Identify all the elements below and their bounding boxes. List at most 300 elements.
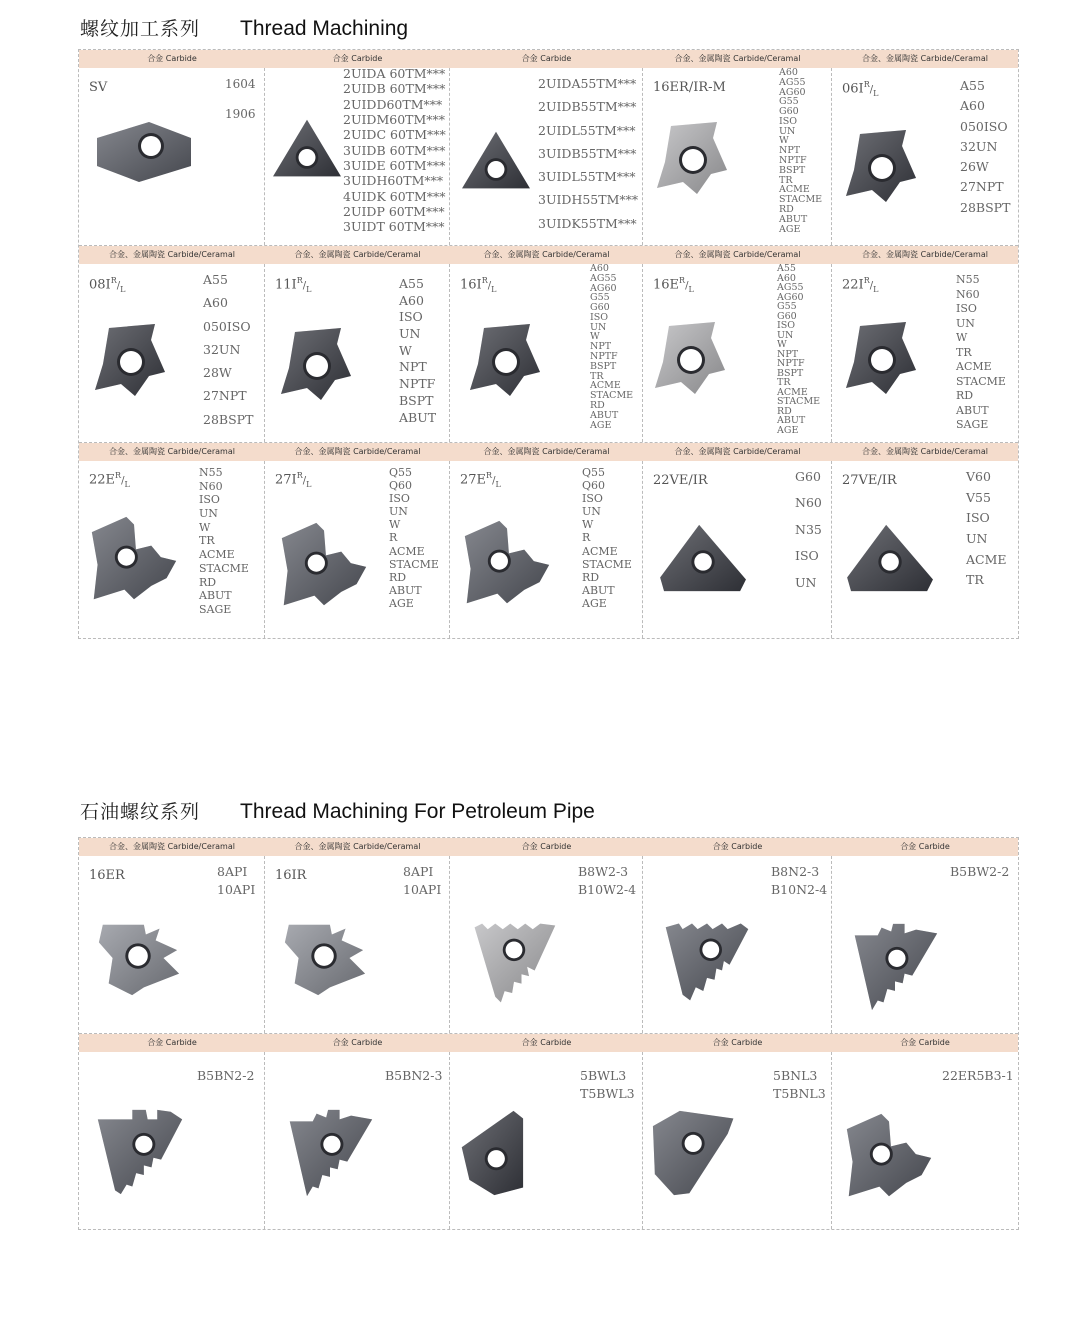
thread-profile-code: NPT — [399, 359, 427, 375]
insert-hole — [873, 1145, 890, 1162]
hand-left-mark: L — [306, 284, 312, 294]
thread-profile-code: 2UIDA 60TM*** — [343, 68, 446, 81]
insert-hole — [491, 552, 508, 569]
insert-product-cell[interactable] — [265, 461, 450, 638]
insert-model-base: 27E — [460, 472, 487, 488]
insert-model-base: 16I — [460, 277, 482, 293]
hand-right-mark: R — [486, 471, 493, 480]
insert-product-cell[interactable] — [643, 461, 832, 638]
insert-model-name — [89, 868, 125, 883]
thread-profile-code: AGE — [582, 596, 607, 610]
insert-product-cell[interactable] — [265, 68, 450, 245]
threading-insert-image — [848, 920, 942, 1012]
thread-profile-code: TR — [956, 345, 972, 359]
thread-profile-code: ISO — [582, 492, 603, 506]
thread-profile-code: 3UIDE 60TM*** — [343, 158, 446, 174]
insert-model-name: $27E^R/_L$ — [460, 471, 501, 489]
insert-hole — [314, 946, 334, 966]
threading-insert-image — [659, 916, 755, 1006]
thread-profile-code: A60 — [399, 292, 424, 308]
material-label: 合金、金属陶瓷 Carbide/Ceramal — [674, 447, 801, 456]
threading-insert-image — [657, 519, 753, 597]
insert-hole — [488, 1150, 505, 1167]
thread-profile-code: BSPT — [779, 164, 806, 176]
thread-profile-code: STACME — [779, 194, 823, 206]
insert-hole — [685, 1135, 702, 1152]
insert-hole — [128, 946, 148, 966]
insert-product-cell[interactable] — [265, 264, 450, 442]
thread-profile-code: N55 — [956, 273, 980, 286]
section2-row — [79, 838, 1018, 1034]
thread-profile-code: UN — [399, 326, 421, 342]
insert-model-name: $11I^R/_L$ — [275, 276, 312, 294]
thread-profile-code: G55 — [777, 301, 797, 312]
threading-insert-image — [458, 128, 534, 194]
thread-profile-code: ABUT — [956, 403, 989, 417]
thread-profile-code: 5BWL3 — [580, 1068, 627, 1083]
thread-profile-code: 2UIDC 60TM*** — [343, 127, 446, 143]
insert-model-base: 27VE/IR — [842, 473, 897, 488]
thread-profile-code: ABUT — [590, 409, 619, 421]
thread-machining-grid — [78, 49, 1019, 639]
thread-profile-code: B5BW2-2 — [950, 864, 1010, 879]
thread-profile-code: AG55 — [590, 272, 617, 284]
insert-hole — [118, 548, 135, 565]
thread-profile-code: STACME — [389, 557, 439, 571]
threading-insert-image — [275, 324, 355, 404]
material-header-bar — [79, 838, 1018, 856]
thread-profile-code: A60 — [779, 68, 798, 78]
thread-profile-code: 8API — [403, 864, 434, 879]
hand-left-mark: L — [688, 284, 694, 294]
thread-profile-code: ABUT — [399, 409, 437, 425]
thread-profile-code: SAGE — [956, 418, 989, 431]
thread-profile-code: 28BSPT — [960, 199, 1011, 215]
thread-profile-code: A60 — [203, 295, 228, 311]
thread-profile-code: NPT — [590, 341, 612, 353]
insert-product-cell[interactable] — [450, 856, 643, 1033]
thread-profile-code: A55 — [203, 272, 228, 287]
insert-model-base: 22E — [89, 472, 116, 488]
insert-product-cell[interactable] — [643, 856, 832, 1033]
material-label: 合金、金属陶瓷 Carbide/Ceramal — [862, 54, 988, 63]
thread-profile-code: RD — [779, 203, 794, 215]
thread-profile-list — [197, 1070, 254, 1082]
insert-model-base: 16ER — [89, 868, 125, 883]
material-label: 合金、金属陶瓷 Carbide/Ceramal — [109, 250, 235, 259]
threading-insert-image — [649, 318, 729, 398]
insert-hole — [871, 157, 893, 179]
insert-model-name — [653, 473, 708, 488]
thread-profile-code: 3UIDB55TM*** — [538, 145, 637, 161]
hand-right-mark: R — [110, 276, 117, 285]
thread-profile-code: A60 — [960, 98, 985, 114]
thread-profile-code: 5BNL3 — [773, 1068, 818, 1083]
insert-model-base: 08I — [89, 277, 111, 293]
thread-profile-code: W — [956, 331, 968, 344]
thread-profile-code: Q55 — [582, 466, 606, 479]
material-label: 合金、金属陶瓷 Carbide/Ceramal — [862, 447, 988, 456]
insert-product-cell[interactable] — [643, 264, 832, 442]
thread-profile-list — [773, 1070, 826, 1100]
hand-right-mark: R — [863, 80, 870, 89]
section-1-title — [80, 14, 408, 41]
thread-profile-code: UN — [199, 507, 218, 521]
thread-profile-code: 2UIDL55TM*** — [538, 122, 636, 138]
insert-hole — [141, 136, 161, 156]
thread-profile-code: 10API — [403, 881, 442, 897]
insert-model-base: 22VE/IR — [653, 473, 708, 488]
thread-profile-list — [777, 264, 821, 436]
insert-hole — [495, 351, 517, 373]
thread-profile-list — [217, 866, 255, 896]
thread-profile-code: RD — [582, 570, 600, 584]
threading-insert-image — [651, 1106, 743, 1200]
thread-profile-list — [403, 866, 441, 896]
threading-insert-image — [466, 918, 562, 1008]
thread-profile-code: STACME — [777, 396, 821, 407]
insert-product-cell[interactable] — [450, 461, 643, 638]
insert-hole — [306, 355, 328, 377]
thread-profile-code: NPT — [777, 348, 799, 360]
thread-profile-code: NPTF — [590, 351, 618, 363]
thread-profile-list — [199, 467, 249, 615]
material-label: 合金、金属陶瓷 Carbide/Ceramal — [109, 842, 235, 851]
material-label: 合金、金属陶瓷 Carbide/Ceramal — [294, 447, 421, 456]
thread-profile-code: B5BN2-3 — [385, 1068, 443, 1083]
insert-product-cell[interactable] — [79, 856, 265, 1033]
material-label: 合金 Carbide — [147, 54, 197, 63]
thread-profile-code: ACME — [779, 184, 810, 196]
insert-product-cell[interactable] — [832, 264, 1018, 442]
thread-profile-code: AGE — [777, 424, 799, 436]
insert-hole — [120, 351, 142, 373]
material-label: 合金 Carbide — [712, 842, 763, 851]
thread-profile-code: T5BWL3 — [580, 1085, 635, 1101]
thread-profile-code: 8API — [217, 864, 248, 879]
thread-profile-code: B8N2-3 — [771, 864, 820, 879]
thread-profile-code: V60 — [966, 469, 991, 484]
hand-left-mark: L — [306, 479, 312, 489]
insert-product-cell[interactable] — [265, 1052, 450, 1229]
insert-hole — [488, 161, 505, 178]
thread-profile-code: W — [779, 135, 789, 147]
thread-profile-code: 3UIDL55TM*** — [538, 169, 636, 184]
thread-profile-code: A55 — [777, 264, 796, 274]
thread-profile-code: BSPT — [590, 360, 617, 372]
thread-profile-code: 3UIDH55TM*** — [538, 192, 639, 208]
thread-profile-code: A60 — [590, 264, 609, 274]
material-header-bar — [79, 246, 1018, 264]
thread-profile-list — [203, 274, 253, 426]
thread-profile-code: ISO — [777, 320, 796, 331]
thread-profile-code: 050ISO — [960, 118, 1008, 134]
thread-profile-code: ISO — [966, 510, 990, 526]
hand-right-mark: R — [296, 471, 303, 480]
thread-profile-code: N55 — [199, 466, 223, 479]
thread-profile-code: Q55 — [389, 466, 413, 479]
thread-profile-code: A55 — [960, 78, 985, 93]
insert-hole — [888, 950, 905, 967]
thread-profile-code: 2UIDP 60TM*** — [343, 204, 445, 220]
insert-product-cell[interactable] — [79, 68, 265, 245]
thread-profile-code: UN — [966, 531, 988, 547]
thread-profile-code: UN — [956, 316, 975, 330]
threading-insert-image — [93, 1106, 187, 1198]
thread-profile-code: V55 — [966, 489, 991, 505]
thread-profile-code: ACME — [956, 360, 992, 373]
thread-profile-list — [590, 264, 633, 430]
thread-profile-code: 1604 — [225, 77, 256, 91]
threading-insert-image — [87, 513, 181, 605]
thread-profile-code: STACME — [582, 557, 632, 571]
insert-product-cell[interactable] — [450, 264, 643, 442]
thread-profile-code: TR — [777, 377, 791, 388]
thread-profile-code: AGE — [389, 596, 414, 610]
thread-profile-code: N35 — [795, 521, 822, 537]
thread-profile-code: W — [199, 520, 211, 534]
thread-profile-list — [771, 866, 827, 896]
threading-insert-image — [840, 318, 920, 398]
thread-profile-code: Q60 — [582, 479, 606, 493]
thread-profile-code: 28W — [203, 365, 232, 380]
thread-profile-code: RD — [389, 570, 407, 584]
thread-profile-code: RD — [590, 399, 605, 411]
thread-profile-code: ACME — [199, 548, 235, 562]
thread-profile-code: TR — [779, 174, 793, 186]
insert-product-cell[interactable] — [832, 461, 1018, 638]
threading-insert-image — [277, 519, 371, 611]
thread-profile-code: ISO — [199, 493, 220, 507]
threading-insert-image — [87, 116, 197, 186]
material-label: 合金 Carbide — [900, 842, 950, 851]
thread-profile-list — [578, 866, 636, 896]
thread-profile-code: ACME — [582, 544, 618, 558]
thread-profile-code: UN — [795, 574, 817, 590]
insert-model-base: SV — [89, 80, 108, 95]
thread-profile-code: B5BN2-2 — [197, 1068, 255, 1083]
insert-hole — [702, 941, 719, 958]
hand-left-mark: L — [495, 479, 501, 489]
insert-model-base: 11I — [275, 277, 297, 293]
section1-row — [79, 50, 1018, 246]
petroleum-pipe-grid — [78, 837, 1019, 1230]
insert-model-name: $16E^R/_L$ — [653, 276, 694, 294]
thread-profile-list — [385, 1070, 442, 1082]
hand-left-mark: L — [873, 88, 879, 98]
material-label: 合金 Carbide — [332, 1038, 383, 1047]
thread-profile-code: 10API — [217, 881, 256, 897]
insert-model-name: $22E^R/_L$ — [89, 471, 130, 489]
thread-profile-code: AG55 — [779, 76, 806, 88]
section1-row — [79, 246, 1018, 443]
thread-profile-code: 27NPT — [960, 179, 1004, 195]
thread-profile-code: 2UIDB55TM*** — [538, 99, 637, 115]
thread-profile-code: G60 — [777, 310, 797, 322]
insert-product-cell[interactable] — [79, 264, 265, 442]
material-header-bar — [79, 443, 1018, 461]
thread-profile-code: 2UIDM60TM*** — [343, 112, 446, 128]
material-label: 合金 Carbide — [712, 1038, 763, 1047]
thread-profile-list — [343, 68, 446, 234]
threading-insert-image — [840, 126, 920, 206]
thread-profile-code: RD — [199, 575, 217, 589]
insert-model-name: $22I^R/_L$ — [842, 276, 879, 294]
threading-insert-image — [89, 320, 169, 400]
thread-profile-code: 22ER5B3-1 — [942, 1068, 1014, 1083]
thread-profile-list — [389, 467, 439, 609]
thread-profile-code: RD — [777, 405, 792, 417]
thread-profile-code: 050ISO — [203, 318, 251, 334]
insert-product-cell[interactable] — [643, 1052, 832, 1229]
thread-profile-code: ISO — [795, 548, 819, 564]
thread-profile-code: STACME — [590, 390, 634, 402]
section-1-title-en: Thread Machining — [240, 17, 409, 40]
insert-product-cell[interactable] — [450, 1052, 643, 1229]
material-label: 合金 Carbide — [332, 54, 383, 63]
thread-profile-code: 26W — [960, 159, 989, 174]
thread-profile-code: TR — [590, 370, 604, 382]
material-label: 合金、金属陶瓷 Carbide/Ceramal — [483, 447, 610, 456]
insert-model-name — [275, 868, 306, 883]
material-label: 合金、金属陶瓷 Carbide/Ceramal — [674, 250, 801, 259]
insert-model-name: $08I^R/_L$ — [89, 276, 126, 294]
insert-model-name — [89, 80, 107, 95]
insert-hole — [135, 1136, 152, 1153]
insert-model-base: 16ER/IR-M — [653, 80, 726, 95]
insert-product-cell[interactable] — [79, 461, 265, 638]
material-label: 合金、金属陶瓷 Carbide/Ceramal — [294, 842, 421, 851]
hand-right-mark: R — [863, 276, 870, 285]
material-label: 合金 Carbide — [900, 1038, 950, 1047]
thread-profile-code: NPTF — [779, 155, 807, 167]
insert-model-name — [653, 80, 726, 95]
thread-profile-code: AGE — [590, 419, 612, 431]
thread-profile-code: G60 — [795, 469, 821, 484]
thread-profile-code: B10W2-4 — [578, 881, 637, 897]
insert-hole — [323, 1136, 340, 1153]
thread-profile-code: 32UN — [960, 138, 998, 154]
thread-profile-code: 3UIDK55TM*** — [538, 215, 637, 231]
thread-profile-code: BSPT — [399, 392, 434, 408]
threading-insert-image — [460, 517, 554, 609]
insert-hole — [506, 941, 523, 958]
thread-profile-code: 27NPT — [203, 388, 247, 404]
insert-product-cell[interactable] — [265, 856, 450, 1033]
material-header-bar — [79, 1034, 1018, 1052]
thread-profile-list — [779, 68, 822, 234]
threading-insert-image — [281, 918, 369, 998]
thread-profile-code: G55 — [590, 292, 610, 304]
thread-profile-code: A55 — [399, 276, 424, 291]
thread-profile-list — [399, 278, 436, 424]
insert-model-name: $16I^R/_L$ — [460, 276, 497, 294]
thread-profile-code: Q60 — [389, 479, 413, 493]
thread-profile-code: NPT — [779, 145, 801, 157]
thread-profile-code: ISO — [590, 311, 609, 323]
material-label: 合金、金属陶瓷 Carbide/Ceramal — [483, 250, 610, 259]
insert-hole — [299, 149, 316, 166]
thread-profile-code: R — [582, 531, 591, 545]
hand-left-mark: L — [491, 284, 497, 294]
thread-profile-code: 32UN — [203, 341, 241, 357]
section-2-title — [80, 797, 595, 824]
thread-profile-code: ACME — [590, 380, 621, 392]
thread-profile-code: UN — [389, 505, 408, 519]
insert-product-cell[interactable] — [832, 1052, 1018, 1229]
insert-model-base: 06I — [842, 81, 864, 97]
insert-product-cell[interactable] — [832, 856, 1018, 1033]
section-2-title-en: Thread Machining For Petroleum Pipe — [240, 800, 595, 823]
thread-profile-code: UN — [582, 505, 601, 519]
material-label: 合金 Carbide — [521, 54, 572, 63]
insert-product-cell[interactable] — [643, 68, 832, 245]
thread-profile-code: ABUT — [389, 583, 422, 597]
thread-profile-code: UN — [779, 125, 796, 137]
thread-profile-code: A60 — [777, 272, 796, 284]
thread-profile-code: AG60 — [590, 282, 617, 294]
hand-left-mark: L — [124, 479, 130, 489]
thread-profile-code: W — [777, 339, 787, 350]
insert-product-cell[interactable] — [79, 1052, 265, 1229]
thread-profile-code: STACME — [956, 374, 1006, 388]
thread-profile-list — [942, 1070, 1014, 1082]
thread-profile-code: BSPT — [777, 367, 804, 379]
section2-row — [79, 1034, 1018, 1229]
threading-insert-image — [842, 1110, 936, 1202]
thread-profile-code: AG55 — [777, 282, 804, 293]
material-label: 合金 Carbide — [521, 1038, 572, 1047]
material-label: 合金、金属陶瓷 Carbide/Ceramal — [294, 250, 421, 259]
section1-row — [79, 443, 1018, 638]
thread-profile-code: W — [590, 331, 600, 343]
thread-profile-code: W — [389, 518, 401, 532]
thread-profile-list — [950, 866, 1009, 878]
thread-profile-code: SAGE — [199, 602, 232, 616]
thread-profile-list — [960, 80, 1010, 214]
thread-profile-code: 2UIDB 60TM*** — [343, 81, 446, 97]
thread-profile-list — [225, 78, 256, 120]
threading-insert-image — [456, 1106, 548, 1200]
threading-insert-image — [283, 1106, 377, 1198]
thread-profile-code: ISO — [956, 302, 977, 315]
insert-hole — [680, 349, 702, 371]
material-header-bar — [79, 50, 1018, 68]
thread-profile-code: R — [389, 531, 398, 545]
insert-hole — [694, 553, 712, 571]
insert-product-cell[interactable] — [450, 68, 643, 245]
section-2-title-cn: 石油螺纹系列 — [80, 801, 201, 823]
insert-hole — [881, 553, 899, 571]
thread-profile-code: G60 — [779, 106, 799, 118]
material-label: 合金、金属陶瓷 Carbide/Ceramal — [109, 447, 235, 456]
thread-profile-code: ACME — [966, 551, 1007, 567]
insert-hole — [871, 349, 893, 371]
threading-insert-image — [844, 519, 940, 597]
thread-profile-code: NPTF — [399, 376, 436, 392]
material-label: 合金、金属陶瓷 Carbide/Ceramal — [674, 54, 801, 63]
hand-left-mark: L — [120, 284, 126, 294]
threading-insert-image — [651, 118, 731, 198]
thread-profile-code: ABUT — [582, 583, 615, 597]
hand-right-mark: R — [481, 276, 488, 285]
insert-model-name: $27I^R/_L$ — [275, 471, 312, 489]
insert-product-cell[interactable] — [832, 68, 1018, 245]
thread-profile-list — [966, 471, 1007, 587]
hand-right-mark: R — [296, 276, 303, 285]
thread-profile-code: ISO — [779, 115, 798, 127]
material-label: 合金 Carbide — [147, 1038, 197, 1047]
